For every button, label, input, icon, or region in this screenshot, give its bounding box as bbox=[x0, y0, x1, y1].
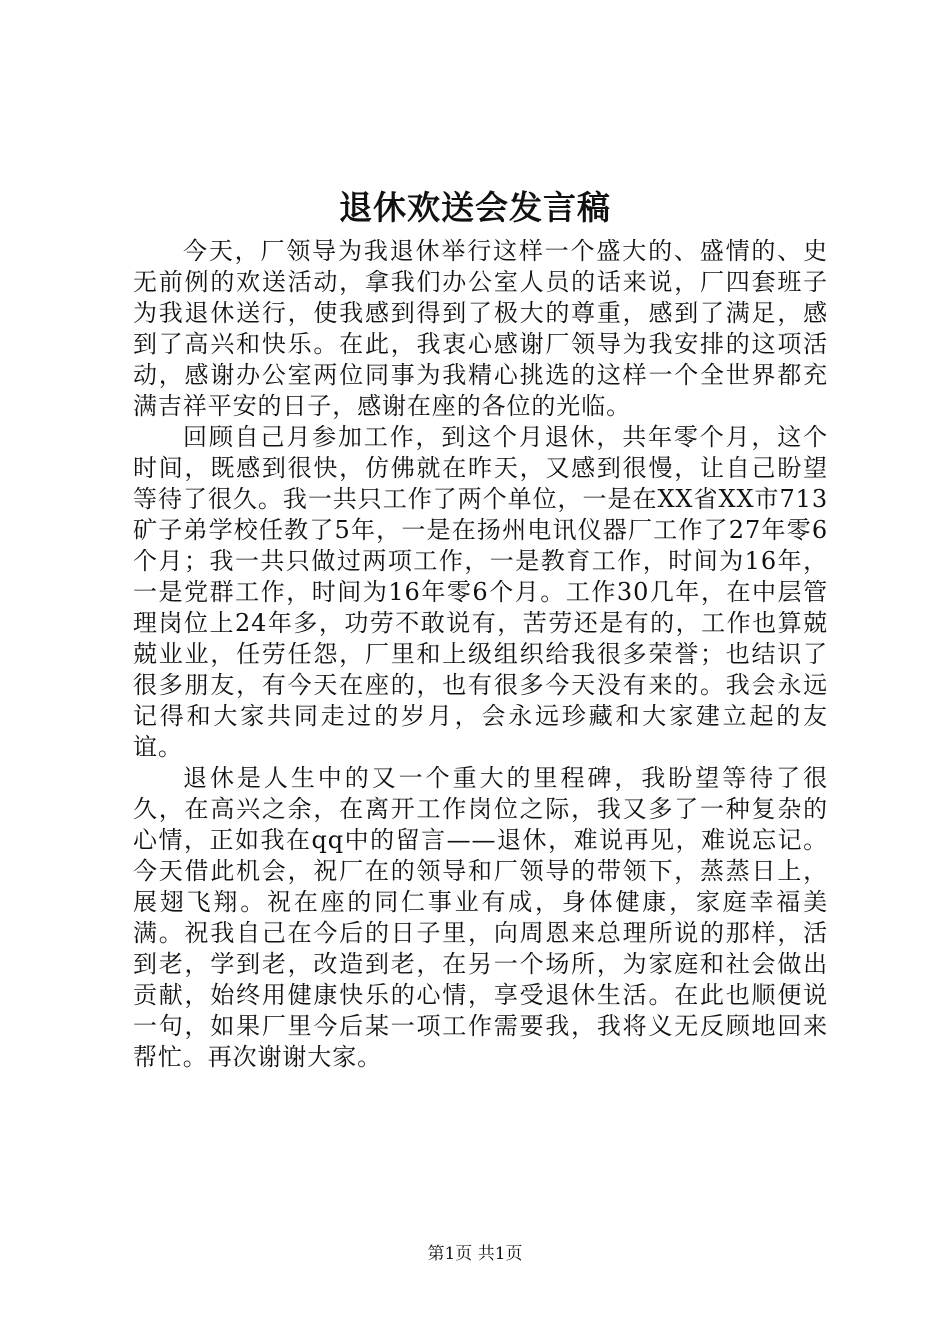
document-title: 退休欢送会发言稿 bbox=[339, 188, 611, 227]
paragraph-3: 退休是人生中的又一个重大的里程碑，我盼望等待了很久，在高兴之余，在离开工作岗位之际，我又多了一种复杂的心情，正如我在qq中的留言——退休，难说再见，难说忘记。今天借此机会，祝厂在的领导和厂领导的带领下，蒸蒸日上，展翅飞翔。祝在座的同仁事业有成，身体健康，家庭幸福美满。祝我自己在今后的日子里，向周恩来总理所说的那样，活到老，学到老，改造到老，在另一个场所，为家庭和社会做出贡献，始终用健康快乐的心情，享受退休生活。在此也顺便说一句，如果厂里今后某一项工作需要我，我将义无反顾地回来帮忙。再次谢谢大家。 bbox=[133, 764, 828, 1071]
page-footer: 第1页 共1页 bbox=[427, 1244, 523, 1264]
paragraph-2: 回顾自己月参加工作，到这个月退休，共年零个月，这个时间，既感到很快，仿佛就在昨天，又感到很慢，让自己盼望等待了很久。我一共只工作了两个单位，一是在XX省XX市713矿子弟学校任教了5年，一是在扬州电讯仪器厂工作了27年零6个月；我一共只做过两项工作，一是教育工作，时间为16年，一是党群工作，时间为16年零6个月。工作30几年，在中层管理岗位上24年多，功劳不敢说有，苦劳还是有的，工作也算兢兢业业，任劳任怨，厂里和上级组织给我很多荣誉；也结识了很多朋友，有今天在座的，也有很多今天没有来的。我会永远记得和大家共同走过的岁月，会永远珍藏和大家建立起的友谊。 bbox=[133, 423, 828, 761]
document-body bbox=[133, 236, 828, 1073]
paragraph-1: 今天，厂领导为我退休举行这样一个盛大的、盛情的、史无前例的欢送活动，拿我们办公室人员的话来说，厂四套班子为我退休送行，使我感到得到了极大的尊重，感到了满足，感到了高兴和快乐。在此，我衷心感谢厂领导为我安排的这项活动，感谢办公室两位同事为我精心挑选的这样一个全世界都充满吉祥平安的日子，感谢在座的各位的光临。 bbox=[133, 237, 828, 420]
